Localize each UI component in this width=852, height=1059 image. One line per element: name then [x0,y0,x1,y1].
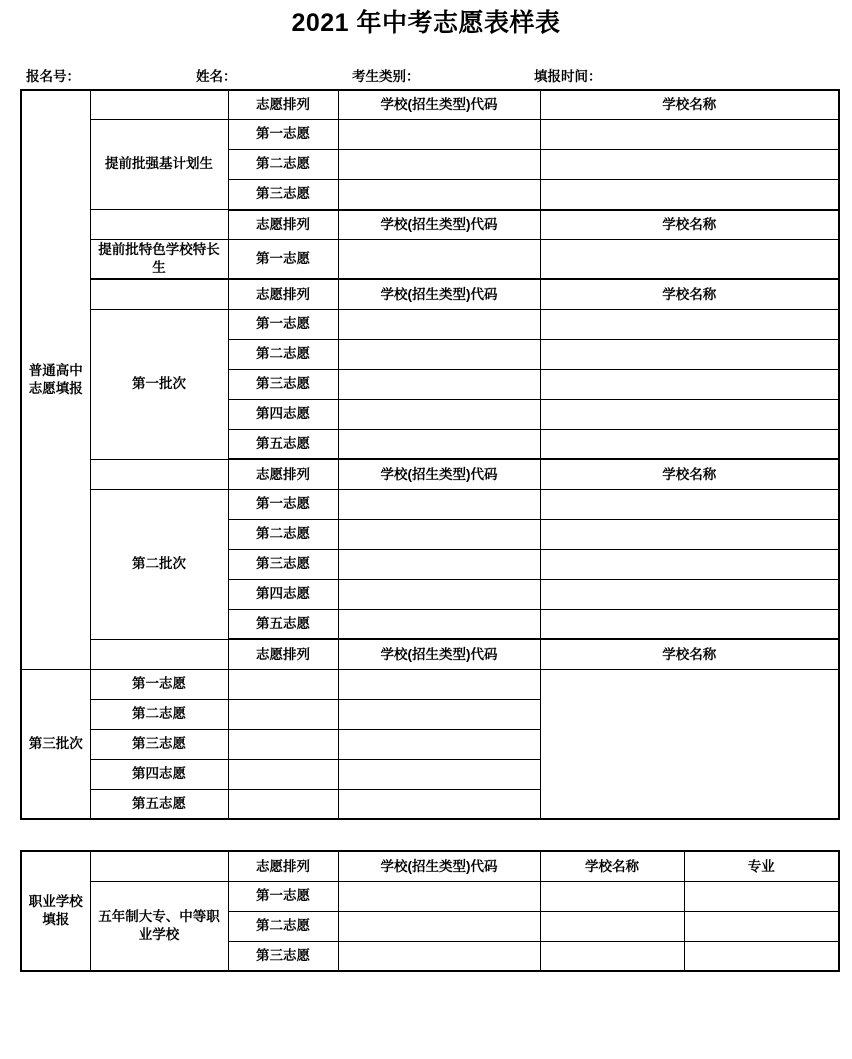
header-school-code: 学校(招生类型)代码 [338,639,540,669]
table-row [21,240,839,280]
category-cell-senior-high: 普通高中志愿填报 [21,90,90,670]
section-label-batch-3: 第三批次 [21,669,90,819]
table-row [21,90,839,120]
section-blank-cell [90,851,228,881]
choice-label: 第三志愿 [90,729,228,759]
vocational-table-wrap [0,850,852,972]
table-row [21,459,839,489]
input-school-name[interactable] [540,120,839,150]
input-school-code[interactable] [338,429,540,459]
table-row [21,759,839,789]
table-row [21,120,839,150]
header-school-code: 学校(招生类型)代码 [338,851,540,881]
input-school-code[interactable] [338,150,540,180]
input-school-code[interactable] [338,609,540,639]
input-school-name[interactable] [540,549,839,579]
header-rank: 志愿排列 [228,210,338,240]
header-rank: 志愿排列 [228,639,338,669]
input-major[interactable] [684,881,839,911]
input-school-name[interactable] [540,519,839,549]
input-school-code[interactable] [228,669,338,699]
input-school-code[interactable] [228,759,338,789]
input-school-code[interactable] [338,399,540,429]
input-school-name[interactable] [338,789,540,819]
header-rank: 志愿排列 [228,851,338,881]
choice-label: 第三志愿 [228,941,338,971]
input-school-code[interactable] [338,489,540,519]
choice-label: 第一志愿 [228,120,338,150]
input-school-name[interactable] [338,729,540,759]
input-school-code[interactable] [338,339,540,369]
choice-label: 第二志愿 [228,339,338,369]
table-row [21,210,839,240]
section-blank-cell [90,279,228,309]
section-label-vocational-school: 五年制大专、中等职业学校 [90,881,228,971]
table-gap [0,820,852,850]
section-blank-cell [90,90,228,120]
page-title: 2021 年中考志愿表样表 [291,9,561,37]
input-school-name[interactable] [540,240,839,280]
choice-label: 第五志愿 [90,789,228,819]
category-cell-vocational: 职业学校填报 [21,851,90,971]
header-major: 专业 [684,851,839,881]
table-row [21,639,839,669]
senior-high-volunteer-table [20,89,840,821]
header-rank: 志愿排列 [228,459,338,489]
table-row [21,309,839,339]
label-name: 姓名： [196,68,237,84]
header-school-code: 学校(招生类型)代码 [338,279,540,309]
choice-label: 第一志愿 [228,489,338,519]
input-school-code[interactable] [338,549,540,579]
input-school-name[interactable] [540,941,684,971]
table-row [21,789,839,819]
input-school-name[interactable] [540,911,684,941]
input-school-code[interactable] [338,519,540,549]
input-school-code[interactable] [228,729,338,759]
input-school-name[interactable] [338,669,540,699]
candidate-info-row [0,59,852,89]
input-school-name[interactable] [540,369,839,399]
label-submission-time: 填报时间： [534,68,602,84]
choice-label: 第三志愿 [228,549,338,579]
choice-label: 第四志愿 [228,579,338,609]
header-school-name: 学校名称 [540,639,839,669]
input-school-code[interactable] [338,240,540,280]
input-school-code[interactable] [338,941,540,971]
input-school-code[interactable] [338,369,540,399]
section-blank-cell [90,459,228,489]
table-row [21,881,839,911]
input-school-code[interactable] [338,180,540,210]
vocational-volunteer-table [20,850,840,972]
input-school-name[interactable] [540,150,839,180]
input-school-code[interactable] [338,881,540,911]
input-school-name[interactable] [540,429,839,459]
input-school-code[interactable] [338,579,540,609]
table-row [21,489,839,519]
label-registration-number: 报名号： [26,68,80,84]
input-major[interactable] [684,941,839,971]
header-school-code: 学校(招生类型)代码 [338,210,540,240]
input-school-code[interactable] [338,120,540,150]
header-rank: 志愿排列 [228,90,338,120]
choice-label: 第五志愿 [228,429,338,459]
input-school-name[interactable] [540,180,839,210]
header-school-code: 学校(招生类型)代码 [338,90,540,120]
input-major[interactable] [684,911,839,941]
input-school-name[interactable] [540,339,839,369]
header-school-code: 学校(招生类型)代码 [338,459,540,489]
senior-high-table-wrap [0,89,852,821]
label-candidate-category: 考生类别： [352,68,420,84]
choice-label: 第二志愿 [228,519,338,549]
section-label-batch-2: 第二批次 [90,489,228,639]
section-label-tezhangsheng: 提前批特色学校特长生 [90,240,228,280]
choice-label: 第二志愿 [228,911,338,941]
table-row [21,729,839,759]
section-label-batch-1: 第一批次 [90,309,228,459]
header-school-name: 学校名称 [540,459,839,489]
choice-label: 第一志愿 [90,669,228,699]
table-row [21,851,839,881]
choice-label: 第三志愿 [228,180,338,210]
header-school-name: 学校名称 [540,90,839,120]
choice-label: 第三志愿 [228,369,338,399]
choice-label: 第一志愿 [228,309,338,339]
input-school-name[interactable] [540,579,839,609]
section-blank-cell [90,210,228,240]
input-school-name[interactable] [540,881,684,911]
section-label-qiangji: 提前批强基计划生 [90,120,228,210]
choice-label: 第二志愿 [228,150,338,180]
table-row [21,279,839,309]
choice-label: 第四志愿 [90,759,228,789]
input-school-name[interactable] [338,699,540,729]
header-school-name: 学校名称 [540,210,839,240]
choice-label: 第四志愿 [228,399,338,429]
table-row [21,699,839,729]
choice-label: 第五志愿 [228,609,338,639]
input-school-code[interactable] [338,911,540,941]
input-school-name[interactable] [540,309,839,339]
input-school-name[interactable] [540,489,839,519]
choice-label: 第一志愿 [228,881,338,911]
input-school-name[interactable] [338,759,540,789]
input-school-name[interactable] [540,609,839,639]
input-school-name[interactable] [540,399,839,429]
input-school-code[interactable] [228,699,338,729]
header-rank: 志愿排列 [228,279,338,309]
header-school-name: 学校名称 [540,279,839,309]
input-school-code[interactable] [228,789,338,819]
input-school-code[interactable] [338,309,540,339]
choice-label: 第一志愿 [228,240,338,280]
section-blank-cell [90,639,228,669]
choice-label: 第二志愿 [90,699,228,729]
header-school-name: 学校名称 [540,851,684,881]
table-row [21,669,839,699]
